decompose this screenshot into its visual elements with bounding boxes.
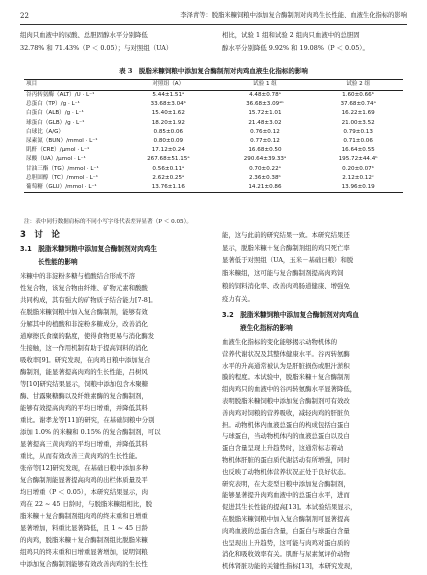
page-header: [20, 10, 407, 22]
table-cell: 0.80±0.09: [153, 138, 184, 145]
row-label: 尿素氮（BUN）/mmol · L⁻¹: [26, 138, 98, 145]
row-label: 总蛋白（TP）/g · L⁻¹: [26, 101, 80, 108]
table-cell: 15.72±1.01: [248, 110, 282, 117]
table-cell: 5.44±1.51ᵃ: [152, 92, 185, 98]
text-line: 的肉鸡，脱脂米糠＋复合酶制剂组比脱脂米糠: [20, 536, 148, 544]
table-cell: 16.64±0.55: [341, 147, 375, 154]
table-row: [24, 137, 403, 146]
subsection-title: 3.1 脱脂米糠饲粮中添加复合酶制剂对肉鸡生: [20, 245, 157, 253]
table-cell: 13.96±0.19: [313, 183, 403, 193]
text-line: 等[10]研究结果显示，饲粮中添加包含木聚糖: [20, 380, 149, 388]
row-label: 甘油三酯（TG）/mmol · L⁻¹: [26, 165, 99, 172]
text-line: 分解其中的植酸和非淀粉多糖成分，改善消化: [20, 320, 148, 328]
text-line: 研究表明，在大麦型日粮中添加复合酶制剂，: [222, 479, 350, 488]
text-line: 鸡在 22 ~ 45 日龄时，与脱脂米糠组相比，脱: [20, 500, 152, 508]
text-line: 与球蛋白，当动物机体内的血液总蛋白以及白: [222, 432, 350, 441]
text-line: 能，这与此前的研究结果一致。本研究结果还: [222, 231, 350, 239]
text-line: 消化和吸收效率有关。肌酐与尿素氮评价动物: [222, 550, 350, 559]
table-cell: 36.68±3.09ᵃᵇ: [246, 101, 284, 108]
table-cell: 290.64±39.33ᵃ: [243, 156, 287, 163]
table-cell: 17.12±0.24: [151, 147, 185, 154]
table-body: [24, 91, 403, 193]
text-line: 米糠中的非淀粉多糖与植酸结合形成不溶: [20, 272, 136, 280]
text-line: 血液生化指标的变化能够揭示动物机体的: [222, 338, 338, 346]
text-line: 蛋白含量呈现上升趋势时，这通常标志着动: [222, 444, 344, 453]
table-row: [24, 91, 403, 101]
table-row: [24, 109, 403, 118]
table-cell: 16.22±1.69: [341, 110, 375, 117]
table-caption: 表 3 脱脂米糠饲粮中添加复合酶制剂对肉鸡血液生化指标的影响: [119, 67, 308, 75]
text-line: 显著提高三黄肉鸡的平均日增重，并降低其料: [20, 440, 148, 448]
row-label: 葡萄糖（GLU）/mmol · L⁻¹: [24, 183, 120, 193]
row-label: 白球比（A/G）: [26, 128, 65, 135]
table-cell: 15.40±1.62: [151, 110, 185, 117]
table-cell: 13.76±1.16: [120, 183, 217, 193]
table-cell: 267.68±51.15ᵃ: [147, 156, 190, 163]
text-line: 相比，试验 1 组和试验 2 组肉只血液中的总胆固: [222, 31, 360, 39]
table-cell: 195.72±44.4ᵇ: [338, 156, 378, 163]
text-line: 表明脱脂米糠饲粮中添加复合酶制剂可有效改: [222, 397, 350, 405]
table-row: [24, 183, 403, 193]
text-line: 能够显著提升肉鸡血液中的总蛋白水平，进而: [222, 491, 350, 500]
table-cell: 21.00±3.52: [341, 119, 375, 126]
table-cell: 0.71±0.06: [343, 138, 373, 145]
table-cell: 2.36±0.38ᵇ: [248, 174, 281, 181]
table-row: [24, 155, 403, 164]
table-cell: 1.60±0.66ᵇ: [342, 92, 375, 98]
column-header: 项目: [24, 80, 120, 91]
right-body-top: [222, 229, 407, 309]
table-row: [24, 146, 403, 155]
table-cell: 16.68±0.50: [248, 147, 282, 154]
column-header: 试验 1 组: [217, 80, 314, 91]
text-line: 组肉鸡只的血液中的谷丙转氨酶水平显著降低，: [222, 385, 357, 394]
table-cell: 4.48±0.78ᵃ: [249, 92, 281, 98]
text-line: 脂米糠组，这可能与复合酶制剂提高肉鸡饲: [222, 269, 344, 278]
blood-biochem-table: [24, 79, 403, 193]
text-line: 在脱脂米糠饲粮中加入复合酶制剂，能够有效: [20, 308, 148, 316]
text-line: 显著低于对照组（UA，玉米－基础日粮）和脱: [222, 256, 354, 265]
table-cell: 21.48±3.02: [248, 119, 282, 126]
text-line: 担。动物机体内血液总蛋白的构成包括白蛋白: [222, 420, 350, 429]
text-line: 32.78% 和 71.43%（P ＜ 0.05）；与对照组（UA）: [20, 44, 173, 52]
table-row: [24, 174, 403, 183]
table-cell: 18.20±1.92: [151, 119, 185, 126]
table-cell: 33.68±3.04ᵇ: [150, 101, 187, 108]
table-cell: 2.62±0.25ᵃ: [152, 174, 185, 181]
row-label: 谷丙转氨酶（ALT）/U · L⁻¹: [26, 92, 95, 98]
text-line: 重比。谢孝龙等[11]的研究，在基础饲粮中分别: [20, 416, 155, 424]
text-line: 酶制剂，能显著提高肉鸡的生长性能，吕树风: [20, 368, 148, 376]
text-line: 显著增加，料重比显著降低，且 1 ~ 45 日龄: [20, 524, 148, 532]
subsection-title-cont: 长性能的影响: [38, 258, 78, 266]
section-title: 3 讨 论: [20, 230, 60, 240]
text-line: 能够有效提高肉鸡的平均日增重，并降低其料: [20, 404, 148, 412]
text-line: 复合酶制剂能显著提高肉鸡的出栏体质量及平: [20, 476, 148, 484]
text-line: 重比，从而有效改善三黄肉鸡的生长性能。: [20, 452, 142, 460]
table-cell: 0.70±0.22ᵃ: [249, 165, 281, 172]
text-line: 共同构成，其有强大的矿物质子结合能力[7-8]。: [20, 296, 157, 304]
row-label: 总胆固醇（TC）/mmol · L⁻¹: [26, 174, 98, 181]
table-cell: 14.21±0.86: [217, 183, 314, 193]
page-number: 22: [20, 12, 29, 20]
text-line: 均日增重（P ＜ 0.05），本研究结果显示，肉: [20, 488, 149, 496]
row-label: 肌酐（CRE）/μmol · L⁻¹: [26, 147, 90, 154]
table-cell: 0.76±0.12: [250, 128, 280, 135]
text-line: 生接触，这一作用机制有助于提高饲料的消化: [20, 344, 148, 352]
table-header-row: [24, 80, 403, 91]
text-line: 中添加复合酶制剂能够有效改善肉鸡的生长性: [20, 560, 148, 568]
running-title: 李泽青等：脱脂米糠饲粮中添加复合酶制剂对肉鸡生长性能、血液生化指标的影响: [180, 12, 407, 19]
text-line: 吸收率[9]。研究发现，在肉鸡日粮中添加复合: [20, 356, 151, 364]
text-line: 在脱脂米糠饲粮中加入复合酶制剂可显著提高: [222, 515, 350, 523]
row-label: 白蛋白（ALB）/g · L⁻¹: [26, 110, 84, 117]
table-row: [24, 128, 403, 137]
table-cell: 2.12±0.12ᶜ: [342, 174, 374, 181]
table-cell: 0.79±0.13: [343, 128, 373, 135]
text-line: 性复合物，该复合物由纤维、矿物元素和酸酸: [20, 284, 148, 292]
header-rule: [20, 24, 407, 25]
text-line: 也反映了动物机体营养状况正处于良好状态。: [222, 467, 350, 476]
right-body-bottom: [222, 336, 407, 572]
text-line: 醇水平分别降低 9.92% 和 19.08%（P ＜ 0.05）。: [222, 44, 369, 52]
row-label: 球蛋白（GLB）/g · L⁻¹: [26, 119, 85, 126]
text-line: 组肉只血液中的尿酸、总胆固醇水平分别降低: [20, 31, 148, 39]
text-line: 脂米糠＋复合酶制剂组肉鸡的终末重和日增重: [20, 512, 148, 520]
table-cell: 37.68±0.74ᵃ: [340, 101, 376, 108]
text-line: 疫力有关。: [222, 294, 254, 303]
left-body-column: [20, 270, 205, 570]
text-line: 酶、甘露聚糖酶以及纤维素酶的复合酶制剂，: [20, 392, 148, 400]
text-line: 善肉鸡对饲粮的营养吸收，减轻肉鸡的肝脏负: [222, 408, 350, 417]
subsection-title-cont: 液生化指标的影响: [240, 324, 293, 332]
table-cell: 0.85±0.06: [153, 128, 184, 135]
text-line: 也呈现出上升趋势，这可能与肉鸡对蛋白质的: [222, 538, 350, 547]
text-line: 营养代谢状况及其整体健康水平。谷丙转氨酶: [222, 349, 350, 358]
text-line: 肉鸡血液的总蛋白含量，白蛋白与球蛋白含量: [222, 526, 350, 535]
table-cell: 0.56±0.11ᵃ: [152, 165, 185, 172]
text-line: 膜的程度。本试验中，脱脂米糠＋复合酶制剂: [222, 373, 350, 382]
table-cell: 0.20±0.07ᵇ: [342, 165, 375, 172]
column-header: 对照组（A）: [120, 80, 217, 91]
subsection-title: 3.2 脱脂米糠饲粮中添加复合酶制剂对肉鸡血: [222, 311, 359, 319]
text-line: 物机体肝脏的蛋白质代谢活动有所增强，同时: [222, 456, 350, 464]
table-row: [24, 100, 403, 109]
text-line: 显示，脱脂米糠＋复合酶制剂组的鸡只死亡率: [222, 243, 350, 252]
table-note: 注：表中同行数据肩标的不同小写字母代表差异显著（P ＜ 0.05）。: [24, 219, 193, 225]
text-line: 张帝等[12]研究发现，在基础日粮中添加多种: [20, 464, 149, 472]
row-label: 尿酸（UA）/μmol · L⁻¹: [26, 156, 86, 163]
text-line: 促进其生长性能的提高[13]。本试验结果显示，: [222, 503, 357, 512]
text-line: 添加 1.0% 的米糠和 0.15% 的复合酶制剂，可以: [20, 428, 161, 436]
text-line: 粮的饲料消化率、改善肉鸡肠道健康、增强免: [222, 281, 350, 290]
text-line: 机体肾脏功能的关键性指标[13]，本研究发现，: [222, 562, 357, 571]
column-header: 试验 2 组: [313, 80, 403, 91]
table-row: [24, 165, 403, 174]
text-line: 水平的升高通常被认为是肝脏损伤或胆汁淤积: [222, 361, 350, 370]
text-line: 道摩擦氏食糜的黏度，使得食物更易与消化酶发: [20, 332, 155, 340]
table-row: [24, 119, 403, 128]
text-line: 组鸡只的终末重和日增重显著增加，说明饲粮: [20, 548, 148, 556]
table-cell: 0.77±0.12: [250, 138, 280, 145]
